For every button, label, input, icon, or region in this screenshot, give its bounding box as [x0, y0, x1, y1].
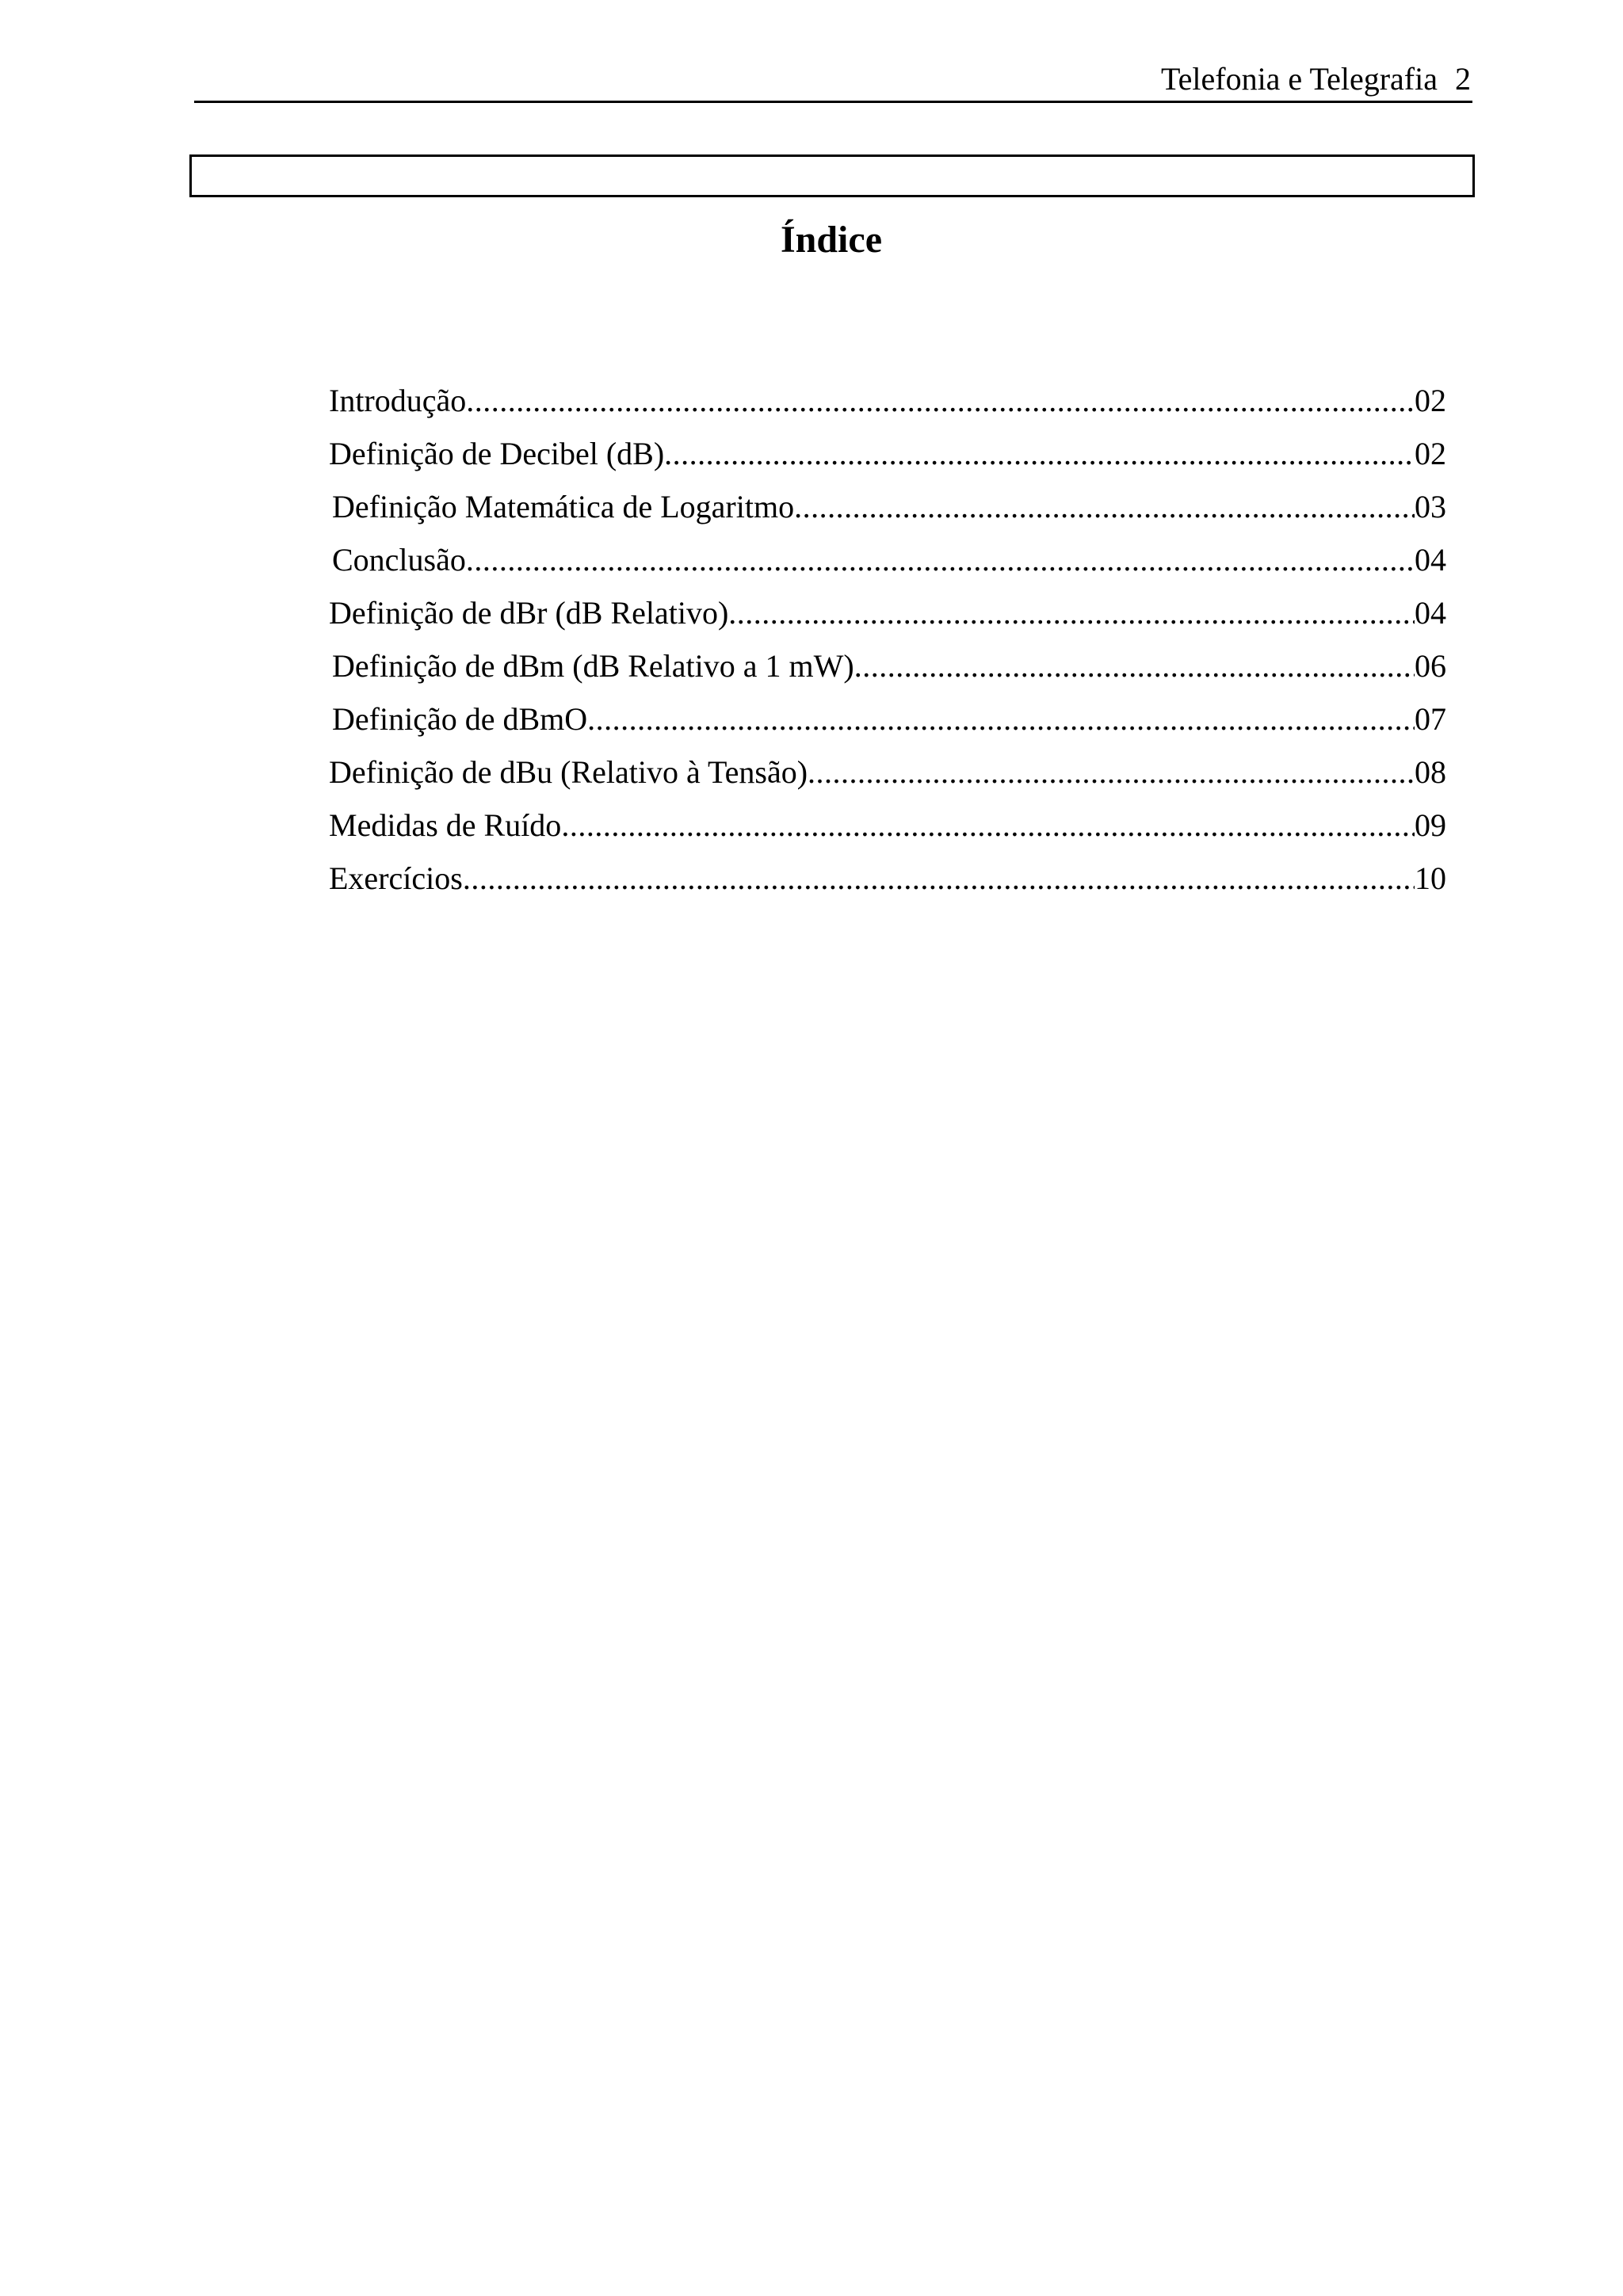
empty-frame-box [189, 154, 1475, 197]
header-title: Telefonia e Telegrafia [1160, 61, 1438, 97]
toc-dot-leader [466, 377, 1415, 425]
toc-entry-page: 03 [1415, 489, 1446, 524]
toc-entry-label: Definição de dBmO [332, 701, 588, 737]
toc-dot-leader [808, 749, 1415, 796]
toc-entry-label: Exercícios [329, 860, 463, 896]
toc-entry-page: 02 [1415, 436, 1446, 471]
toc-dot-leader [664, 430, 1415, 478]
toc-entry-page: 07 [1415, 701, 1446, 737]
toc-entry-dbr [329, 589, 1446, 643]
toc-dot-leader [794, 483, 1415, 531]
toc-entry-label: Conclusão [332, 542, 466, 578]
toc-dot-leader [728, 589, 1415, 637]
toc-entry-label: Introdução [329, 383, 467, 418]
toc-entry-dbu [329, 749, 1446, 802]
toc-entry-page: 08 [1415, 754, 1446, 790]
toc-entry-label: Medidas de Ruído [329, 807, 562, 843]
toc-entry-conclusao [329, 536, 1446, 589]
toc-dot-leader [587, 696, 1415, 743]
page-title: Índice [780, 219, 882, 261]
toc-entry-page: 09 [1415, 807, 1446, 843]
table-of-contents [329, 377, 1446, 908]
toc-entry-dbm [329, 643, 1446, 696]
running-header [1161, 57, 1471, 101]
toc-dot-leader [466, 536, 1415, 584]
toc-entry-page: 04 [1415, 542, 1446, 578]
page-number: 2 [1455, 61, 1471, 97]
toc-entry-page: 10 [1415, 860, 1446, 896]
toc-entry-label: Definição de dBm (dB Relativo a 1 mW) [332, 648, 854, 684]
toc-entry-page: 02 [1415, 383, 1446, 418]
toc-entry-dbmo [329, 696, 1446, 749]
header-rule [194, 101, 1472, 103]
toc-entry-ruido [329, 802, 1446, 855]
toc-entry-decibel [329, 430, 1446, 483]
toc-entry-label: Definição Matemática de Logaritmo [332, 489, 795, 524]
toc-entry-label: Definição de dBr (dB Relativo) [329, 595, 729, 631]
toc-entry-introducao [329, 377, 1446, 430]
toc-entry-label: Definição de Decibel (dB) [329, 436, 665, 471]
toc-entry-page: 04 [1415, 595, 1446, 631]
toc-entry-label: Definição de dBu (Relativo à Tensão) [329, 754, 808, 790]
toc-dot-leader [854, 643, 1415, 690]
toc-entry-logaritmo [329, 483, 1446, 536]
toc-entry-exercicios [329, 855, 1446, 908]
toc-entry-page: 06 [1415, 648, 1446, 684]
toc-dot-leader [561, 802, 1415, 849]
toc-dot-leader [463, 855, 1415, 902]
